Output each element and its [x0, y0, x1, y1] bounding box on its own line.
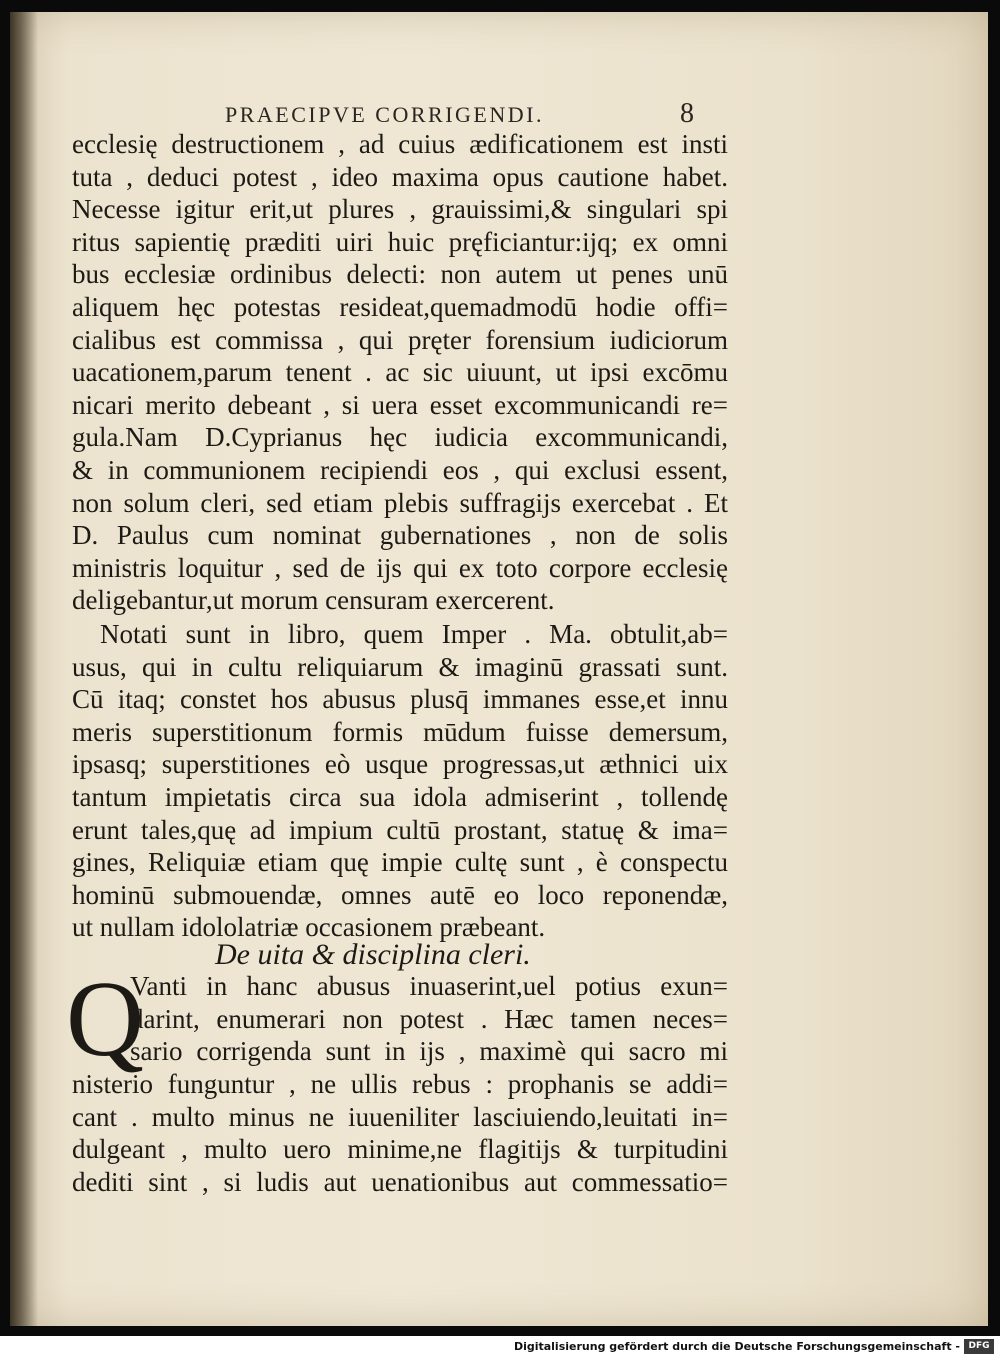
text-line: hominū submouendæ, omnes autē eo loco reponendæ, [72, 879, 728, 910]
footer-bar [0, 1336, 1000, 1358]
text-line: uacationem,parum tenent . ac sic uiuunt, ut ipsi excōmu [72, 357, 728, 388]
text-line: sario corrigenda sunt in ijs , maximè qui sacro mi [130, 1036, 728, 1067]
text-line: darint, enumerari non potest . Hæc tamen neces= [130, 1003, 728, 1034]
book-gutter [10, 12, 38, 1326]
text-line: ipsasq; superstitiones eò usque progressas,ut æthnici uix [72, 749, 728, 780]
funding-notice: Digitalisierung gefördert durch die Deutsche Forschungsgemeinschaft - [513, 1340, 960, 1353]
text-line: cant . multo minus ne iuueniliter lasciuiendo,leuitati in= [72, 1101, 728, 1132]
text-line: non solum cleri, sed etiam plebis suffragijs exercebat . Et [72, 487, 728, 518]
text-line: ecclesię destructionem , ad cuius ædificationem est insti [72, 129, 728, 159]
text-line: tantum impietatis circa sua idola admiserint , tollendę [72, 782, 728, 812]
text-line: aliquem hęc potestas resideat,quemadmodū hodie offi= [72, 292, 728, 322]
text-line: erunt tales,quę ad impium cultū prostant, statuę & ima= [72, 814, 728, 845]
text-line: & in communionem recipiendi eos , qui exclusi essent, [72, 455, 728, 485]
text-line: D. Paulus cum nominat gubernationes , non de solis [72, 520, 728, 551]
text-line: meris superstitionum formis mūdum fuisse demersum, [72, 716, 728, 747]
dfg-logo-icon: DFG [964, 1339, 994, 1354]
text-line: dulgeant , multo uero minime,ne flagitijs & turpitudini [72, 1134, 728, 1165]
text-line: gines, Reliquiæ etiam quę impie cultę sunt , è conspectu [72, 847, 728, 878]
text-line: usus, qui in cultu reliquiarum & imaginū grassati sunt. [72, 651, 728, 682]
text-line: nisterio funguntur , ne ullis rebus : prophanis se addi= [72, 1069, 728, 1099]
running-head: PRAECIPVE CORRIGENDI. [225, 102, 544, 127]
text-line: Vanti in hanc abusus inuaserint,uel potius exun= [130, 971, 728, 1001]
text-line: bus ecclesiæ ordinibus delecti: non autem ut penes unū [72, 259, 728, 290]
text-line: nicari merito debeant , si uera esset excommunicandi re= [72, 389, 728, 420]
text-line: dediti sint , si ludis aut uenationibus aut commessatio= [72, 1166, 728, 1197]
text-line: cialibus est commissa , qui pręter forensium iudiciorum [72, 324, 728, 355]
section-heading: De uita & disciplina cleri. [215, 938, 531, 971]
text-line: Necesse igitur erit,ut plures , grauissimi,& singulari spi [72, 194, 728, 225]
text-line: ministris loquitur , sed de ijs qui ex toto corpore ecclesię [72, 552, 728, 583]
text-line: Cū itaq; constet hos abusus plusq̄ immanes esse,et innu [72, 684, 728, 715]
page-number: 8 [680, 98, 694, 129]
text-line: Notati sunt in libro, quem Imper . Ma. obtulit,ab= [100, 619, 728, 649]
drop-cap-initial: Q [66, 960, 144, 1079]
text-line: gula.Nam D.Cyprianus hęc iudicia excommunicandi, [72, 422, 728, 453]
text-line: ritus sapientię præditi uiri huic pręficiantur:ijq; ex omni [72, 226, 728, 257]
page-scan [0, 10, 1000, 1332]
text-line: deligebantur,ut morum censuram exercerent. [72, 585, 555, 616]
text-line: ut nullam idololatriæ occasionem præbeant. [72, 912, 546, 943]
text-line: tuta , deduci potest , ideo maxima opus cautione habet. [72, 161, 728, 192]
